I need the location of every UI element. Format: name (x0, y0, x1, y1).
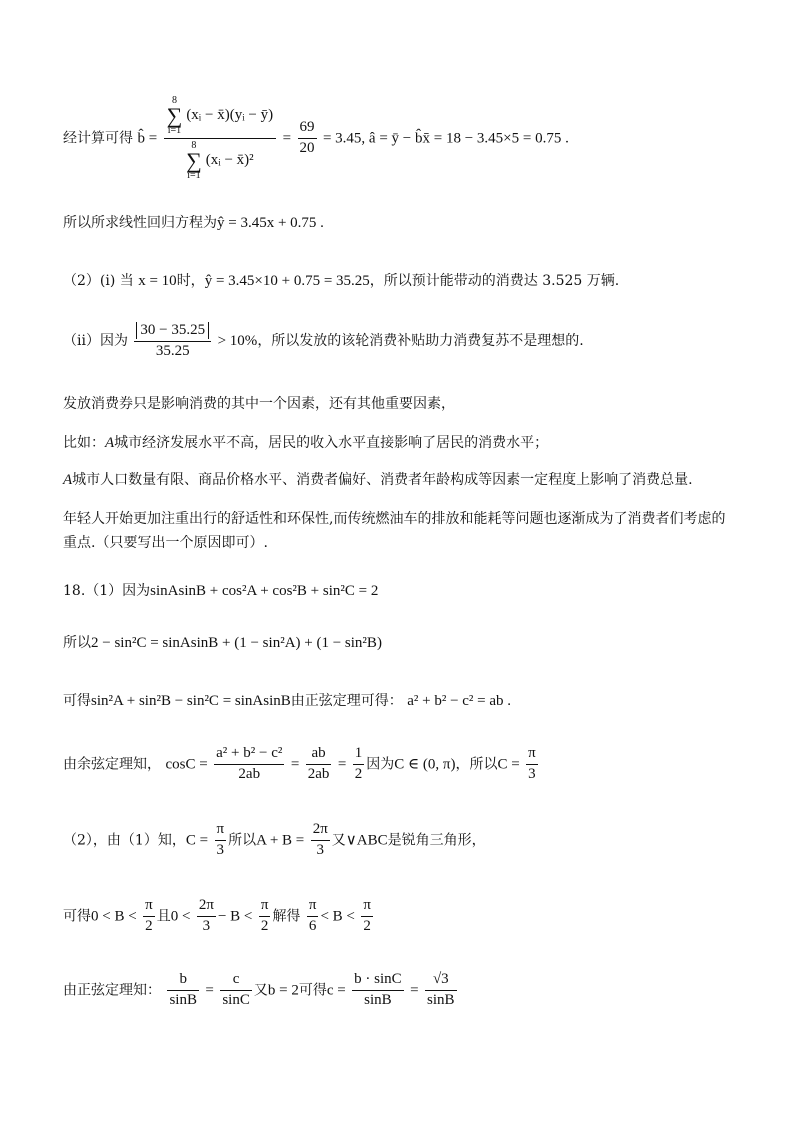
c-over-sinc (220, 972, 252, 1009)
text: 所以所求线性回归方程为 (63, 215, 217, 231)
fraction-numerator: 69 (299, 119, 315, 136)
cosine-fraction-1 (214, 746, 284, 783)
regression-equation: ŷ = 3.45x + 0.75 . (217, 215, 324, 231)
fraction-numerator: 2π (198, 897, 214, 913)
a-plus-b: A + B = (256, 832, 305, 849)
a-hat-computation: = 3.45, â = ȳ − b̂x̄ = 18 − 3.45×5 = 0.75 . (322, 130, 569, 147)
city-a: A (105, 435, 115, 451)
sum-symbol-bottom (186, 141, 202, 181)
equals-sign: = (205, 982, 214, 999)
text: 由正弦定理可得： (290, 693, 403, 709)
sum-lower: i=1 (167, 124, 182, 136)
fraction-denominator: 35.25 (155, 342, 190, 359)
problem18-cosine-law-line (63, 746, 754, 783)
fraction-denominator: 3 (316, 841, 324, 858)
fraction-bar (214, 764, 284, 765)
sum-upper: 8 (191, 139, 197, 151)
given-equation: sinAsinB + cos²A + cos²B + sin²C = 2 (150, 583, 379, 599)
problem18-range-line (63, 898, 754, 935)
fraction-numerator (134, 322, 211, 339)
text: 城市人口数量有限、商品价格水平、消费者偏好、消费者年龄构成等因素一定程度上影响了消费总量. (72, 472, 693, 488)
text: 且 (156, 908, 171, 925)
paragraph-factors (63, 396, 754, 414)
fraction-denominator: sinB (364, 991, 392, 1008)
triangle-abc: ∨ABC (345, 832, 388, 849)
text: 由正弦定理知： (63, 982, 161, 999)
fraction-denominator: 2 (363, 917, 371, 934)
fraction-denominator: 3 (216, 841, 225, 858)
text: 发放消费券只是影响消费的其中一个因素，还有其他重要因素， (63, 396, 455, 412)
text: 由余弦定理知， (63, 756, 161, 773)
b-hat-symbol: b̂ = (137, 130, 158, 147)
b-sinc-over-sinb (352, 972, 404, 1009)
fraction-bar (306, 764, 332, 765)
b-hat-denominator (183, 141, 257, 181)
fraction-69-20 (298, 120, 317, 157)
cosine-fraction-2 (306, 746, 332, 783)
c-eq: C = (497, 756, 520, 773)
fraction-denominator: 2 (354, 765, 363, 782)
c-eq: c = (326, 982, 346, 999)
text: 18.（1）因为 (63, 583, 151, 599)
relative-error-fraction (134, 322, 211, 360)
fraction-bar (352, 990, 404, 991)
part2-i-line (63, 272, 754, 291)
regression-equation-line (63, 214, 754, 233)
pi-over-2 (259, 898, 271, 935)
fraction-numerator: 2π (312, 821, 328, 837)
fraction-numerator: c (232, 971, 240, 987)
part2-ii-line (63, 322, 754, 360)
sum-lower: i=1 (187, 169, 201, 181)
b-value: b = 2 (267, 982, 299, 999)
text: 可得 (63, 908, 91, 925)
equals-sign: = (337, 756, 347, 773)
denominator-expression: (xᵢ − x̄)² (205, 151, 254, 168)
b-hat-fraction (164, 96, 277, 181)
problem18-sine-ratio-line (63, 972, 754, 1009)
c-interval: C ∈ (0, π) (394, 756, 456, 773)
problem18-part1-line (63, 582, 754, 601)
sigma-icon: ∑ (186, 147, 202, 173)
text-computed: 经计算可得 (63, 130, 133, 147)
sigma-icon: ∑ (166, 103, 183, 128)
fraction-denominator: 3 (202, 917, 211, 934)
equals-sign: = (410, 982, 419, 999)
fraction-denominator: 2 (145, 917, 153, 934)
text: 解得 (272, 908, 301, 925)
two-pi-over-3 (311, 822, 330, 859)
fraction-bar (311, 840, 330, 841)
x-value: x = 10 (138, 273, 177, 289)
text: ，所以发放的该轮消费补贴助力消费复苏不是理想的. (257, 332, 584, 349)
fraction-denominator: 2ab (238, 765, 261, 782)
fraction-bar (526, 764, 538, 765)
problem18-derivation-line (63, 634, 754, 653)
fraction-denominator: 20 (299, 139, 315, 156)
text: （2）(i) 当 (63, 273, 134, 289)
text: 所以 (63, 635, 91, 651)
fraction-numerator: √3 (432, 971, 449, 987)
text: 比如： (63, 435, 105, 451)
cosine-fraction-3 (353, 746, 365, 783)
fraction-bar (259, 916, 271, 917)
paragraph-example-2 (63, 471, 754, 490)
pi-over-3 (215, 822, 227, 859)
fraction-bar (298, 138, 317, 139)
text: 是锐角三角形， (387, 832, 486, 849)
absolute-value: 30 − 35.25 (136, 322, 209, 339)
text: 因为 (366, 756, 395, 773)
b-hat-numerator (164, 96, 277, 136)
two-pi-over-3 (197, 898, 216, 935)
fraction-bar (220, 990, 252, 991)
fraction-numerator: a² + b² − c² (216, 745, 283, 761)
equals-sign: = (282, 130, 292, 147)
b-range: < B < (320, 908, 355, 925)
fraction-bar (134, 341, 211, 342)
fraction-denominator: 6 (308, 917, 317, 934)
numerator-expression: (xᵢ − x̄)(yᵢ − ȳ) (186, 107, 274, 124)
text: 又 (331, 832, 346, 849)
text: （2），由（1）知， (63, 832, 186, 849)
fraction-bar (167, 990, 199, 991)
fraction-numerator: ab (311, 745, 326, 761)
text: 所以 (228, 832, 257, 849)
text: ，所以预计能带动的消费达 3.525 万辆. (369, 273, 620, 289)
paragraph-example-1 (63, 434, 754, 453)
pi-over-3 (526, 746, 538, 783)
sqrt3-over-sinb (425, 972, 457, 1009)
fraction-bar (143, 916, 155, 917)
fraction-numerator: π (308, 897, 317, 913)
fraction-denominator: 2ab (307, 765, 330, 782)
problem18-part2-line (63, 822, 754, 859)
fraction-bar (197, 916, 216, 917)
fraction-bar (353, 764, 365, 765)
city-a: A (63, 472, 73, 488)
sine-equation: sin²A + sin²B − sin²C = sinAsinB (91, 693, 291, 709)
inequality-1: 0 < B < (91, 908, 137, 925)
fraction-bar (361, 916, 373, 917)
fraction-denominator: 3 (528, 765, 536, 782)
y-hat-value: ŷ = 3.45×10 + 0.75 = 35.25 (204, 273, 370, 289)
text: ，所以 (455, 756, 498, 773)
fraction-numerator: π (216, 821, 225, 837)
side-equation: a² + b² − c² = ab . (407, 693, 512, 709)
inequality-2: 0 < (170, 908, 191, 925)
sum-symbol-top (167, 96, 183, 136)
text: 时， (176, 273, 205, 289)
derived-equation: 2 − sin²C = sinAsinB + (1 − sin²A) + (1 − sin²B) (91, 635, 382, 651)
fraction-bar (215, 840, 227, 841)
b-over-sinb (167, 972, 199, 1009)
fraction-bar (164, 138, 277, 139)
regression-b-hat-line (63, 96, 754, 181)
fraction-bar (425, 990, 457, 991)
cos-c: cosC = (165, 756, 208, 773)
comparison: > 10% (217, 332, 258, 349)
fraction-bar (307, 916, 319, 917)
sum-upper: 8 (171, 95, 177, 106)
text: 城市经济发展水平不高，居民的收入水平直接影响了居民的消费水平； (114, 435, 549, 451)
fraction-denominator: 2 (260, 917, 269, 934)
text: 可得 (63, 693, 91, 709)
pi-over-2 (143, 898, 155, 935)
text: 又 (253, 982, 268, 999)
fraction-numerator: b · sinC (354, 971, 402, 987)
fraction-numerator: π (145, 897, 153, 913)
paragraph-example-3 (63, 507, 733, 555)
fraction-denominator: sinB (427, 991, 455, 1008)
fraction-numerator: π (363, 897, 371, 913)
fraction-denominator: sinB (169, 991, 197, 1008)
minus-b: − B < (217, 908, 253, 925)
text: （ii）因为 (63, 332, 128, 349)
fraction-numerator: π (528, 745, 536, 761)
fraction-numerator: π (260, 897, 269, 913)
text: 年轻人开始更加注重出行的舒适性和环保性,而传统燃油车的排放和能耗等问题也逐渐成为了消费者们考虑的重点.（只要写出一个原因即可）. (63, 511, 726, 551)
problem18-sine-law-line (63, 692, 754, 711)
pi-over-2 (361, 898, 373, 935)
fraction-numerator: b (179, 971, 187, 987)
text: 可得 (298, 982, 327, 999)
equals-sign: = (290, 756, 300, 773)
c-eq: C = (185, 832, 209, 849)
fraction-numerator: 1 (354, 745, 363, 761)
pi-over-6 (307, 898, 319, 935)
fraction-denominator: sinC (222, 991, 250, 1008)
